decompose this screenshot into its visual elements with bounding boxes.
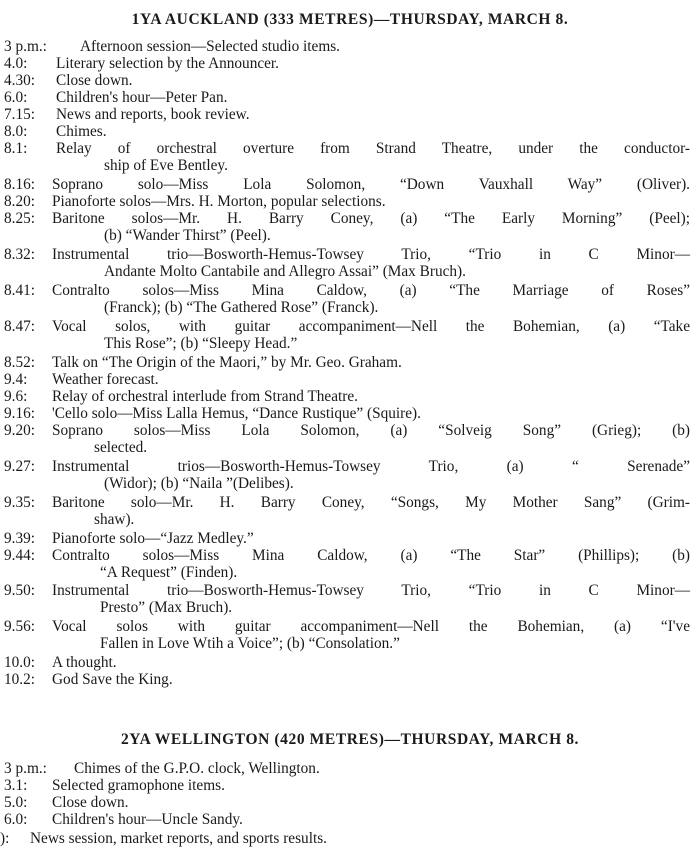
- entry-text: Chimes.: [56, 123, 107, 140]
- entry-text: Selected gramophone items.: [52, 777, 225, 794]
- entry-text: Instrumental trio—Bosworth-Hemus-Towsey Trio, “Trio in C Minor—: [52, 582, 690, 599]
- entry-time: 9.20:: [4, 422, 36, 439]
- entry-time: 8.52:: [4, 354, 36, 371]
- entry-time: 8.1:: [4, 140, 28, 157]
- entry-text: Close down.: [52, 794, 129, 811]
- entry-time: 6.0:: [4, 811, 28, 828]
- entry-text: Children's hour—Peter Pan.: [56, 89, 228, 106]
- entry-text-continued: This Rose”; (b) “Sleepy Head.”: [104, 335, 298, 352]
- entry-text-continued: (Franck); (b) “The Gathered Rose” (Franck).: [104, 299, 379, 316]
- entry-text-continued: Andante Molto Cantabile and Allegro Assai” (Max Bruch).: [104, 263, 466, 280]
- entry-time: 4.30:: [4, 72, 36, 89]
- entry-time: 4.0:: [4, 55, 28, 72]
- entry-text: Pianoforte solo—“Jazz Medley.”: [52, 530, 254, 547]
- entry-time: 9.39:: [4, 530, 36, 547]
- entry-time: 9.6:: [4, 388, 28, 405]
- entry-time: 3 p.m.:: [4, 38, 47, 55]
- entry-text-continued: shaw).: [94, 511, 135, 528]
- entry-text: News session, market reports, and sports results.: [30, 830, 327, 847]
- entry-time: 8.25:: [4, 210, 36, 227]
- entry-time: 3.1:: [4, 777, 28, 794]
- entry-time: 6.0:: [4, 89, 28, 106]
- entry-text: Soprano solos—Miss Lola Solomon, (a) “Solveig Song” (Grieg); (b): [52, 422, 690, 439]
- entry-time: 8.41:: [4, 282, 36, 299]
- entry-text: A thought.: [52, 654, 117, 671]
- entry-time: 9.35:: [4, 494, 36, 511]
- entry-text: Talk on “The Origin of the Maori,” by Mr. Geo. Graham.: [52, 354, 402, 371]
- entry-time: 8.16:: [4, 176, 36, 193]
- entry-text: Instrumental trios—Bosworth-Hemus-Towsey Trio, (a) “ Serenade”: [52, 458, 690, 475]
- entry-text: Close down.: [56, 72, 133, 89]
- entry-text: Relay of orchestral overture from Strand Theatre, under the conductor-: [56, 140, 690, 157]
- entry-time: 5.0:: [4, 794, 28, 811]
- entry-text: Children's hour—Uncle Sandy.: [52, 811, 243, 828]
- entry-text-continued: ship of Eve Bentley.: [104, 157, 228, 174]
- entry-text-continued: “A Request” (Finden).: [100, 564, 238, 581]
- entry-time: 9.4:: [4, 371, 28, 388]
- entry-text: Vocal solos with guitar accompaniment—Nell the Bohemian, (a) “I've: [52, 618, 690, 635]
- entry-text: Weather forecast.: [52, 371, 159, 388]
- entry-time: 9.56:: [4, 618, 36, 635]
- section-heading-1ya-auckland: 1YA AUCKLAND (333 METRES)—THURSDAY, MARCH 8.: [131, 11, 569, 28]
- entry-text: Instrumental trio—Bosworth-Hemus-Towsey Trio, “Trio in C Minor—: [52, 246, 690, 263]
- entry-text: Relay of orchestral interlude from Strand Theatre.: [52, 388, 358, 405]
- entry-time: 9.50:: [4, 582, 36, 599]
- entry-text-continued: (Widor); (b) “Naila ”(Delibes).: [104, 475, 294, 492]
- entry-time: 7.15:: [4, 106, 36, 123]
- entry-text-continued: Presto” (Max Bruch).: [100, 599, 233, 616]
- entry-text: Baritone solos—Mr. H. Barry Coney, (a) “The Early Morning” (Peel);: [52, 210, 690, 227]
- entry-text: Afternoon session—Selected studio items.: [80, 38, 341, 55]
- entry-time: 8.20:: [4, 193, 36, 210]
- entry-text: 'Cello solo—Miss Lalla Hemus, “Dance Rustique” (Squire).: [52, 405, 421, 422]
- entry-text: Baritone solo—Mr. H. Barry Coney, “Songs, My Mother Sang” (Grim-: [52, 494, 690, 511]
- entry-time: 3 p.m.:: [4, 760, 47, 777]
- entry-text: News and reports, book review.: [56, 106, 250, 123]
- entry-text: Vocal solos, with guitar accompaniment—Nell the Bohemian, (a) “Take: [52, 318, 690, 335]
- entry-time: 8.0:: [4, 123, 28, 140]
- entry-time: ):: [0, 830, 10, 847]
- entry-time: 9.27:: [4, 458, 36, 475]
- entry-text: Contralto solos—Miss Mina Caldow, (a) “The Star” (Phillips); (b): [52, 547, 690, 564]
- entry-time: 9.44:: [4, 547, 36, 564]
- entry-text: Literary selection by the Announcer.: [56, 55, 280, 72]
- entry-time: 10.0:: [4, 654, 36, 671]
- entry-text: Pianoforte solos—Mrs. H. Morton, popular selections.: [52, 193, 386, 210]
- entry-text-continued: selected.: [94, 439, 148, 456]
- entry-text: God Save the King.: [52, 671, 173, 688]
- entry-text: Soprano solo—Miss Lola Solomon, “Down Vauxhall Way” (Oliver).: [52, 176, 690, 193]
- entry-text: Contralto solos—Miss Mina Caldow, (a) “The Marriage of Roses”: [52, 282, 690, 299]
- entry-time: 10.2:: [4, 671, 36, 688]
- section-heading-2ya-wellington: 2YA WELLINGTON (420 METRES)—THURSDAY, MARCH 8.: [120, 731, 580, 748]
- entry-time: 9.16:: [4, 405, 36, 422]
- entry-time: 8.32:: [4, 246, 36, 263]
- entry-text: Chimes of the G.P.O. clock, Wellington.: [74, 760, 320, 777]
- entry-text-continued: Fallen in Love Wtih a Voice”; (b) “Consolation.”: [100, 635, 400, 652]
- entry-time: 8.47:: [4, 318, 36, 335]
- entry-text-continued: (b) “Wander Thirst” (Peel).: [104, 227, 271, 244]
